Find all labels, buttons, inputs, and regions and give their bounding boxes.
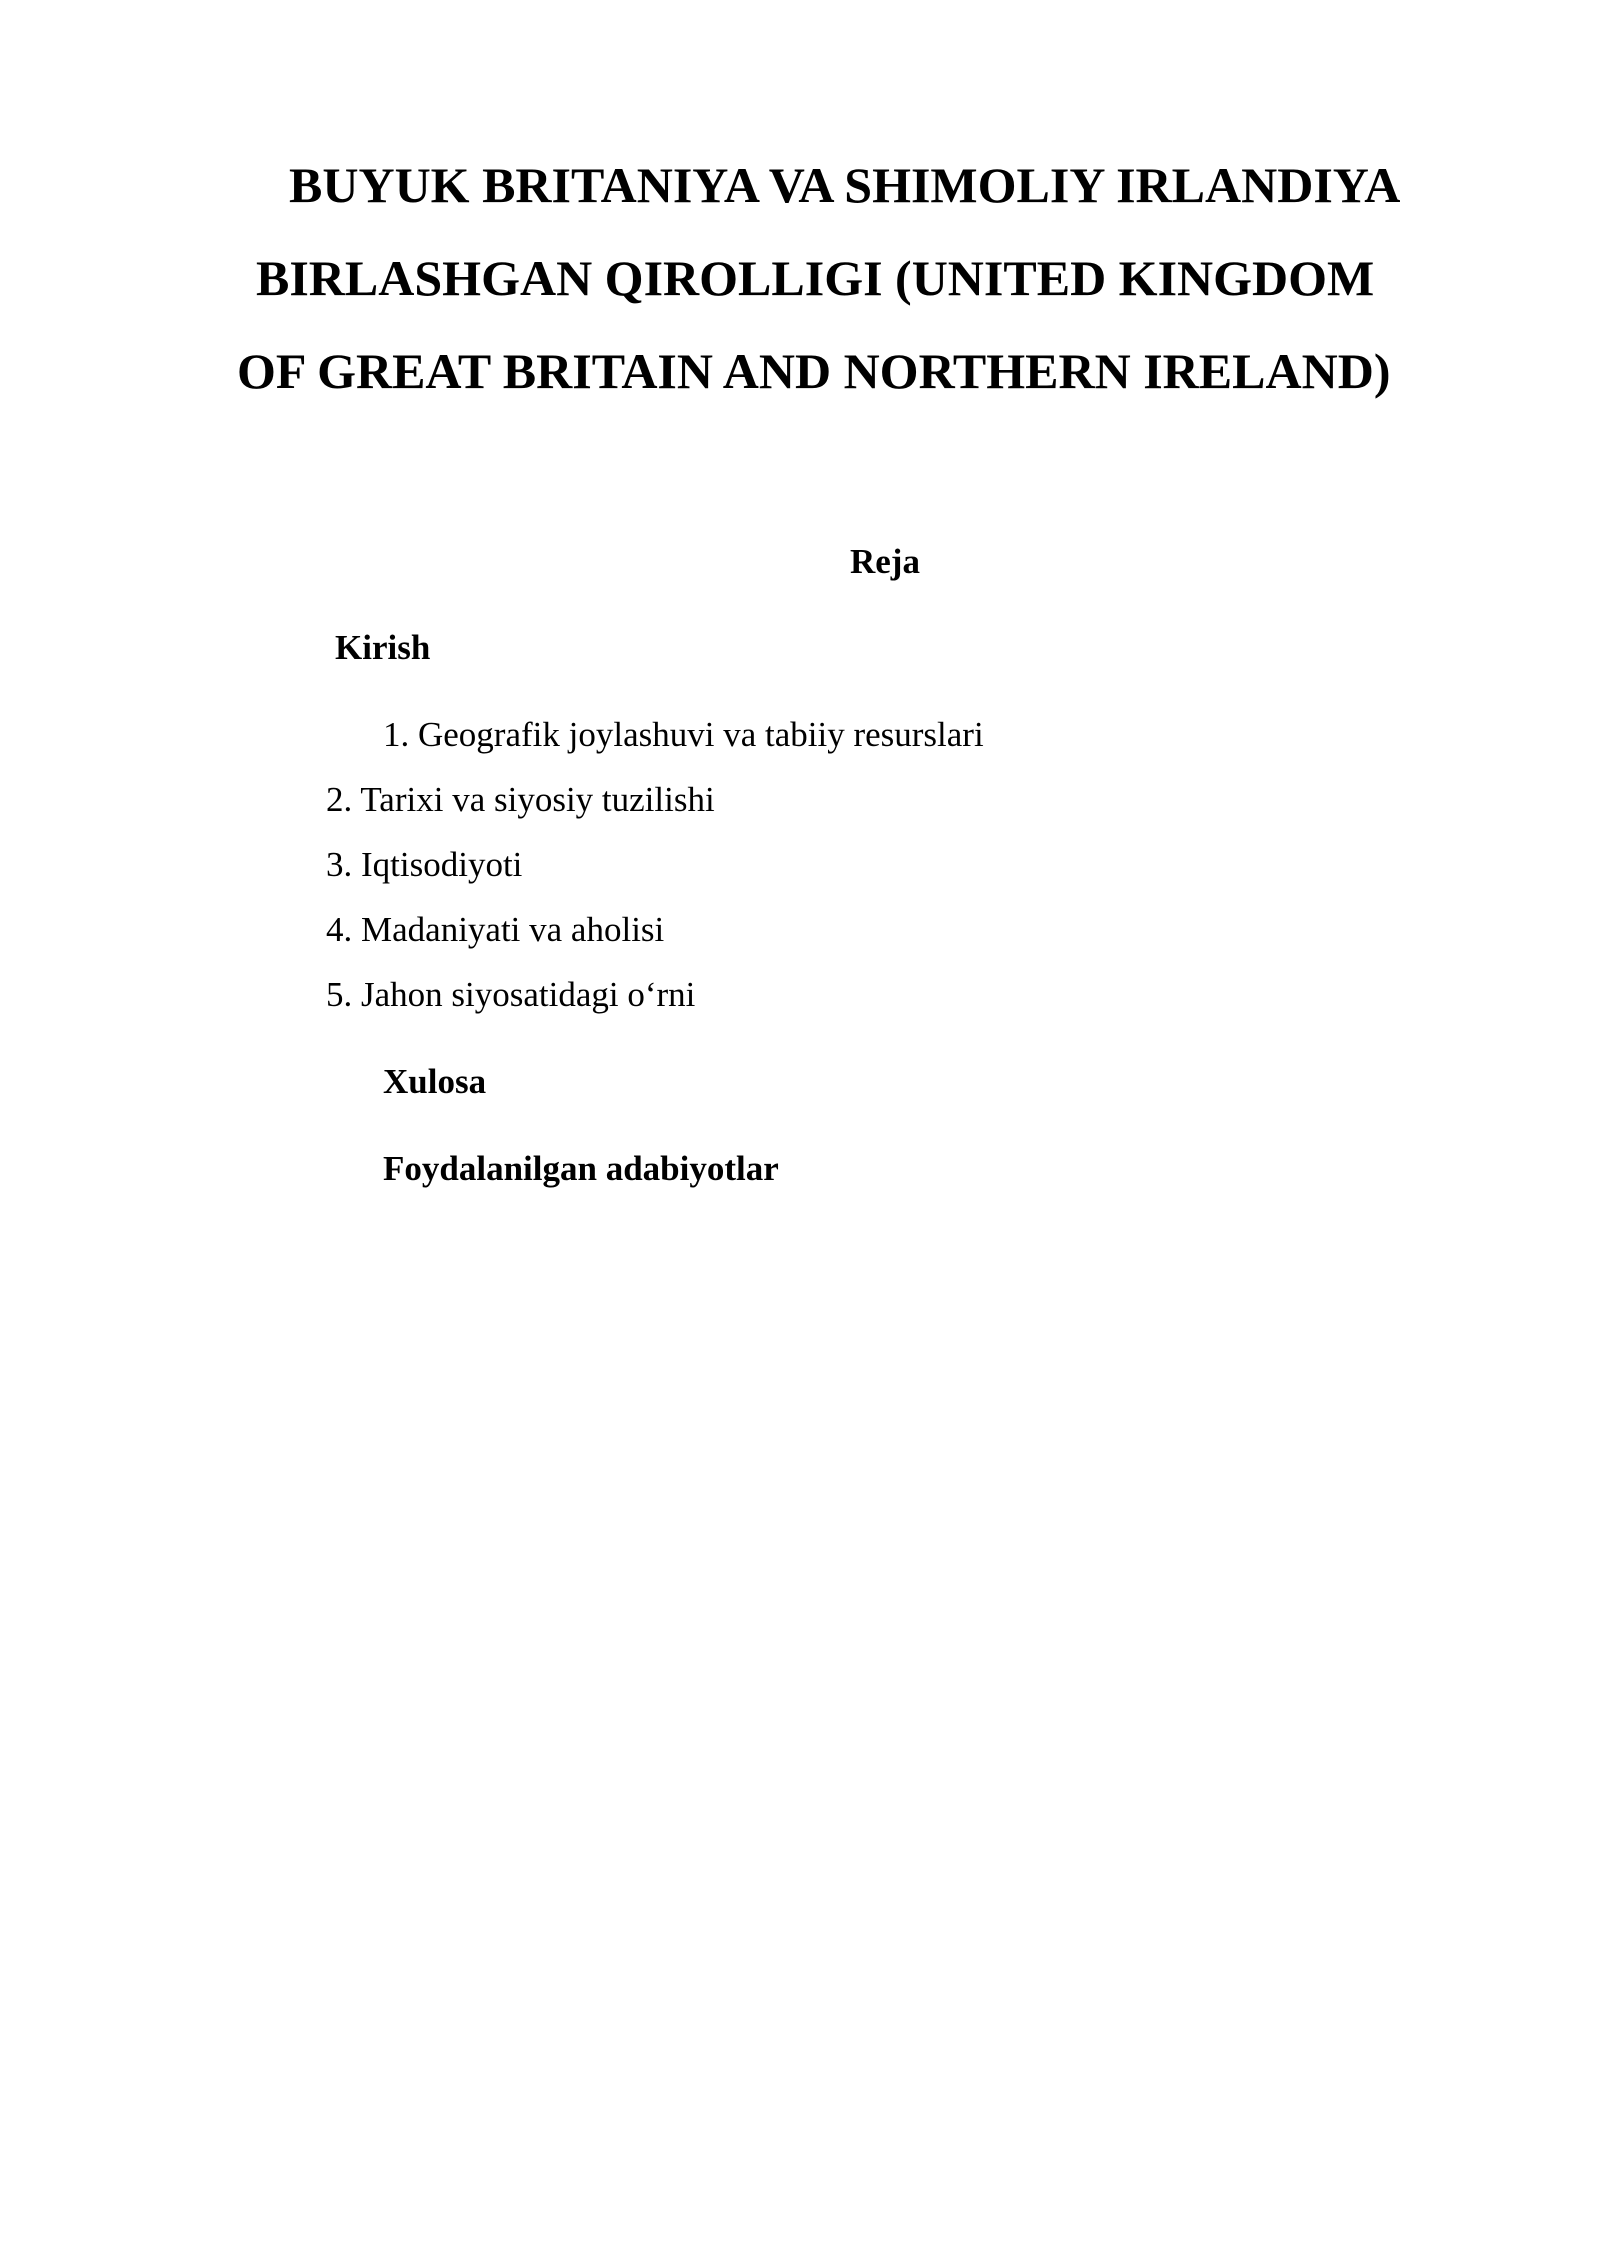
document-title-line-3: OF GREAT BRITAIN AND NORTHERN IRELAND) [237, 343, 1391, 399]
plan-item-geography: 1. Geografik joylashuvi va tabiiy resurslari [383, 715, 984, 754]
plan-item-culture: 4. Madaniyati va aholisi [326, 910, 665, 949]
document-title-line-1: BUYUK BRITANIYA VA SHIMOLIY IRLANDIYA [289, 157, 1401, 213]
document-title-line-2: BIRLASHGAN QIROLLIGI (UNITED KINGDOM [256, 250, 1375, 306]
plan-item-world-politics: 5. Jahon siyosatidagi o‘rni [326, 975, 696, 1014]
references-heading: Foydalanilgan adabiyotlar [383, 1149, 779, 1188]
plan-item-economy: 3. Iqtisodiyoti [326, 845, 523, 884]
plan-item-history: 2. Tarixi va siyosiy tuzilishi [326, 780, 715, 819]
conclusion-heading: Xulosa [383, 1062, 487, 1101]
intro-heading: Kirish [335, 628, 431, 667]
plan-heading: Reja [850, 542, 920, 581]
